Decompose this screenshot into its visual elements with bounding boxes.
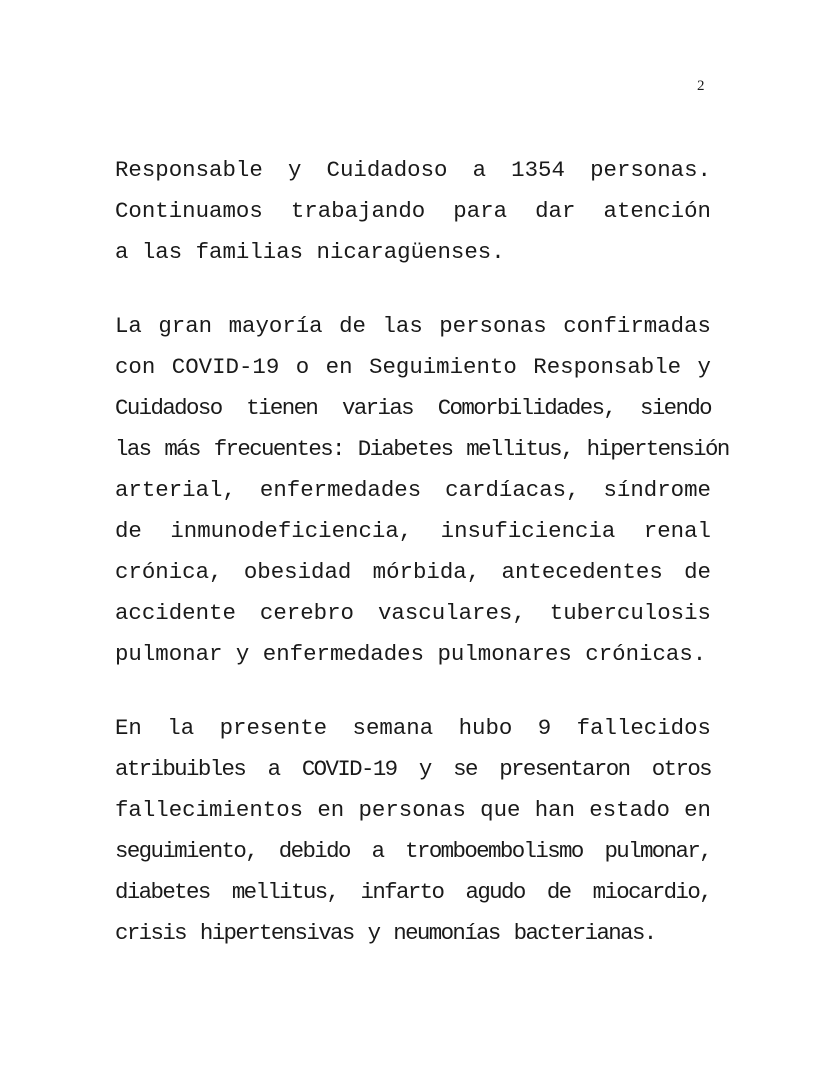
text-line: Cuidadoso tienen varias Comorbilidades, siendo bbox=[115, 395, 711, 421]
text-line: crisis hipertensivas y neumonías bacterianas. bbox=[115, 920, 656, 946]
text-line: las más frecuentes: Diabetes mellitus, hipertensión bbox=[115, 436, 729, 462]
text-line: diabetes mellitus, infarto agudo de miocardio, bbox=[115, 879, 711, 905]
text-line: de inmunodeficiencia, insuficiencia renal bbox=[115, 518, 711, 544]
text-line: Responsable y Cuidadoso a 1354 personas. bbox=[115, 157, 711, 183]
text-line: La gran mayoría de las personas confirmadas bbox=[115, 313, 711, 339]
paragraph-comorbidities bbox=[115, 306, 729, 675]
page-number: 2 bbox=[697, 78, 705, 94]
text-line: En la presente semana hubo 9 fallecidos bbox=[115, 715, 711, 741]
text-line: fallecimientos en personas que han estado en bbox=[115, 797, 711, 823]
text-line: con COVID-19 o en Seguimiento Responsable y bbox=[115, 354, 711, 380]
text-line: pulmonar y enfermedades pulmonares crónicas. bbox=[115, 641, 707, 667]
document-body bbox=[115, 150, 729, 987]
text-line: Continuamos trabajando para dar atención bbox=[115, 198, 711, 224]
text-line: atribuibles a COVID-19 y se presentaron otros bbox=[115, 756, 711, 782]
text-line: seguimiento, debido a tromboembolismo pulmonar, bbox=[115, 838, 711, 864]
paragraph-deaths bbox=[115, 708, 711, 954]
text-line: accidente cerebro vasculares, tuberculosis bbox=[115, 600, 711, 626]
text-line: arterial, enfermedades cardíacas, síndrome bbox=[115, 477, 711, 503]
text-line: a las familias nicaragüenses. bbox=[115, 239, 505, 265]
paragraph-followup-count bbox=[115, 150, 711, 273]
text-line: crónica, obesidad mórbida, antecedentes de bbox=[115, 559, 711, 585]
